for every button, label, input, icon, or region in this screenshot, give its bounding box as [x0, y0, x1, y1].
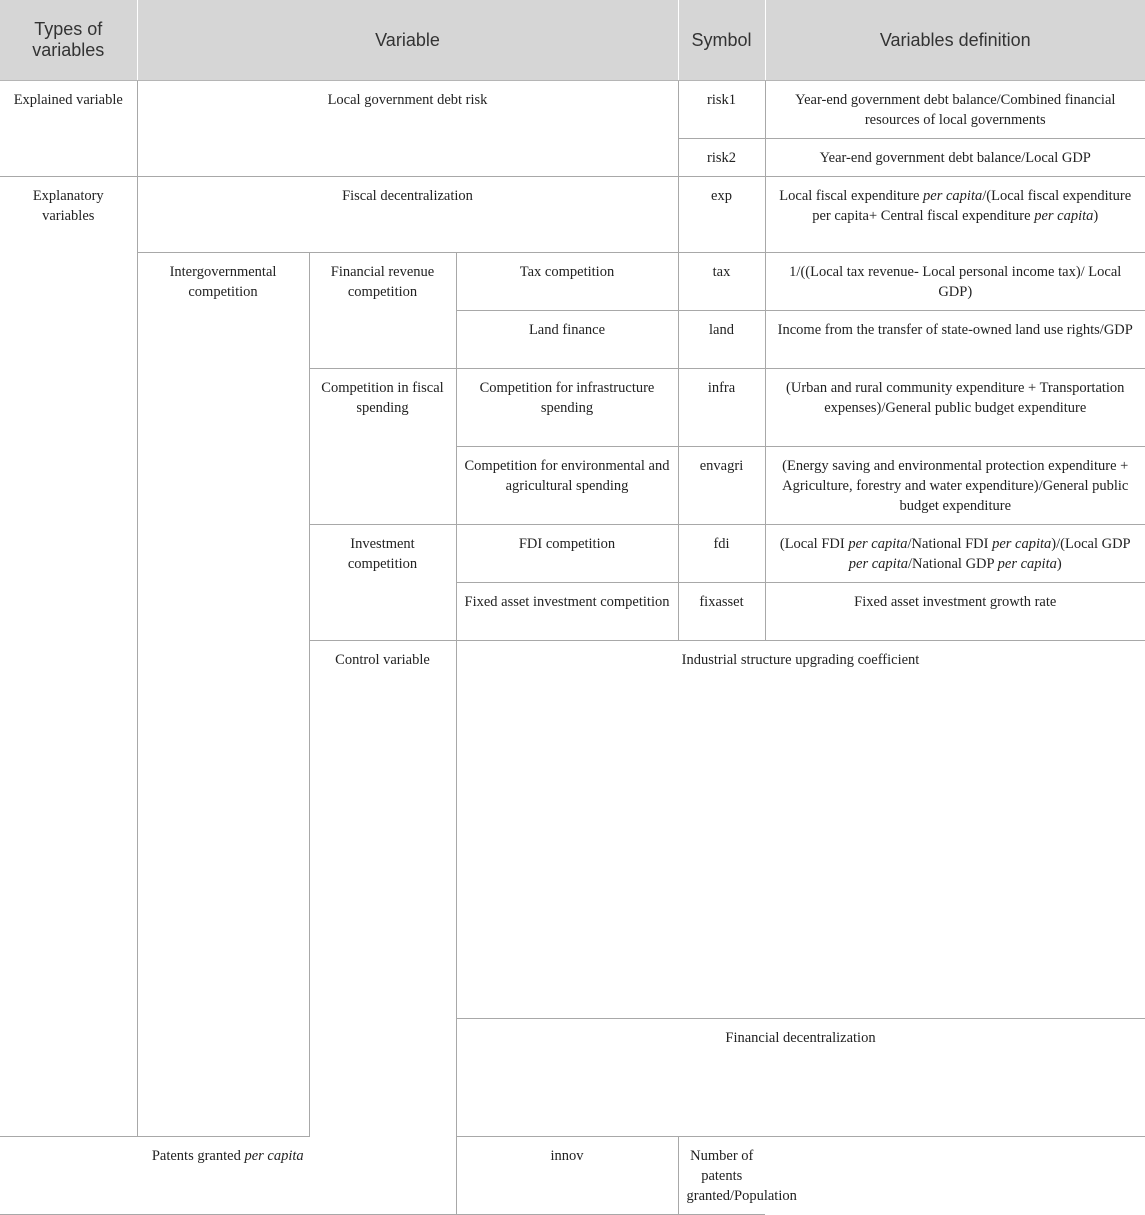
definition-cell-tax: 1/((Local tax revenue- Local personal income tax)/ Local GDP): [765, 253, 1145, 311]
symbol-cell-infra: infra: [678, 369, 765, 447]
table-row: [0, 253, 1145, 311]
variable-cell-fixed-asset-competition: Fixed asset investment competition: [456, 583, 678, 641]
variable-cell-financial-decentralization: Financial decentralization: [456, 1019, 1145, 1137]
definition-cell-exp: Local fiscal expenditure per capita/(Local fiscal expenditure per capita+ Central fiscal expenditure per capita): [765, 177, 1145, 253]
header-symbol: Symbol: [678, 0, 765, 81]
symbol-cell-tax: tax: [678, 253, 765, 311]
variable-cell-patents-granted: Patents granted per capita: [0, 1137, 456, 1215]
definition-cell-innov: Number of patents granted/Population: [678, 1137, 765, 1215]
type-cell-control: Control variable: [309, 641, 456, 1215]
definition-cell-envagri: (Energy saving and environmental protection expenditure + Agriculture, forestry and water expenditure)/General public budget expenditure: [765, 447, 1145, 525]
variable-cell-industrial-structure: Industrial structure upgrading coefficient: [456, 641, 1145, 1019]
definition-cell-fixasset: Fixed asset investment growth rate: [765, 583, 1145, 641]
subgroup-cell-revenue-competition: Financial revenue competition: [309, 253, 456, 369]
definition-cell-infra: (Urban and rural community expenditure + Transportation expenses)/General public budget expenditure: [765, 369, 1145, 447]
variable-cell-tax-competition: Tax competition: [456, 253, 678, 311]
symbol-cell-risk2: risk2: [678, 139, 765, 177]
definition-cell-fdi: (Local FDI per capita/National FDI per capita)/(Local GDP per capita/National GDP per capita): [765, 525, 1145, 583]
symbol-cell-innov: innov: [456, 1137, 678, 1215]
symbol-cell-exp: exp: [678, 177, 765, 253]
header-row: [0, 0, 1145, 81]
header-variables-definition: Variables definition: [765, 0, 1145, 81]
variable-cell-infrastructure-spending: Competition for infrastructure spending: [456, 369, 678, 447]
symbol-cell-risk1: risk1: [678, 81, 765, 139]
symbol-cell-land: land: [678, 311, 765, 369]
table-row: [0, 81, 1145, 139]
header-variable: Variable: [137, 0, 678, 81]
symbol-cell-envagri: envagri: [678, 447, 765, 525]
definition-cell-risk2: Year-end government debt balance/Local GDP: [765, 139, 1145, 177]
variable-cell-debt-risk: Local government debt risk: [137, 81, 678, 177]
table-row: [0, 1137, 1145, 1215]
subgroup-cell-spending-competition: Competition in fiscal spending: [309, 369, 456, 525]
table-row: [0, 177, 1145, 253]
variable-cell-environmental-agricultural-spending: Competition for environmental and agricultural spending: [456, 447, 678, 525]
symbol-cell-fdi: fdi: [678, 525, 765, 583]
variable-cell-land-finance: Land finance: [456, 311, 678, 369]
definition-cell-land: Income from the transfer of state-owned land use rights/GDP: [765, 311, 1145, 369]
variable-cell-fiscal-decentralization: Fiscal decentralization: [137, 177, 678, 253]
header-types-of-variables: Types of variables: [0, 0, 137, 81]
type-cell-explanatory: Explanatory variables: [0, 177, 137, 1137]
subgroup-cell-investment-competition: Investment competition: [309, 525, 456, 641]
group-cell-intergovernmental-competition: Intergovernmental competition: [137, 253, 309, 1137]
definition-cell-risk1: Year-end government debt balance/Combined financial resources of local governments: [765, 81, 1145, 139]
type-cell-explained: Explained variable: [0, 81, 137, 177]
symbol-cell-fixasset: fixasset: [678, 583, 765, 641]
variable-cell-fdi-competition: FDI competition: [456, 525, 678, 583]
